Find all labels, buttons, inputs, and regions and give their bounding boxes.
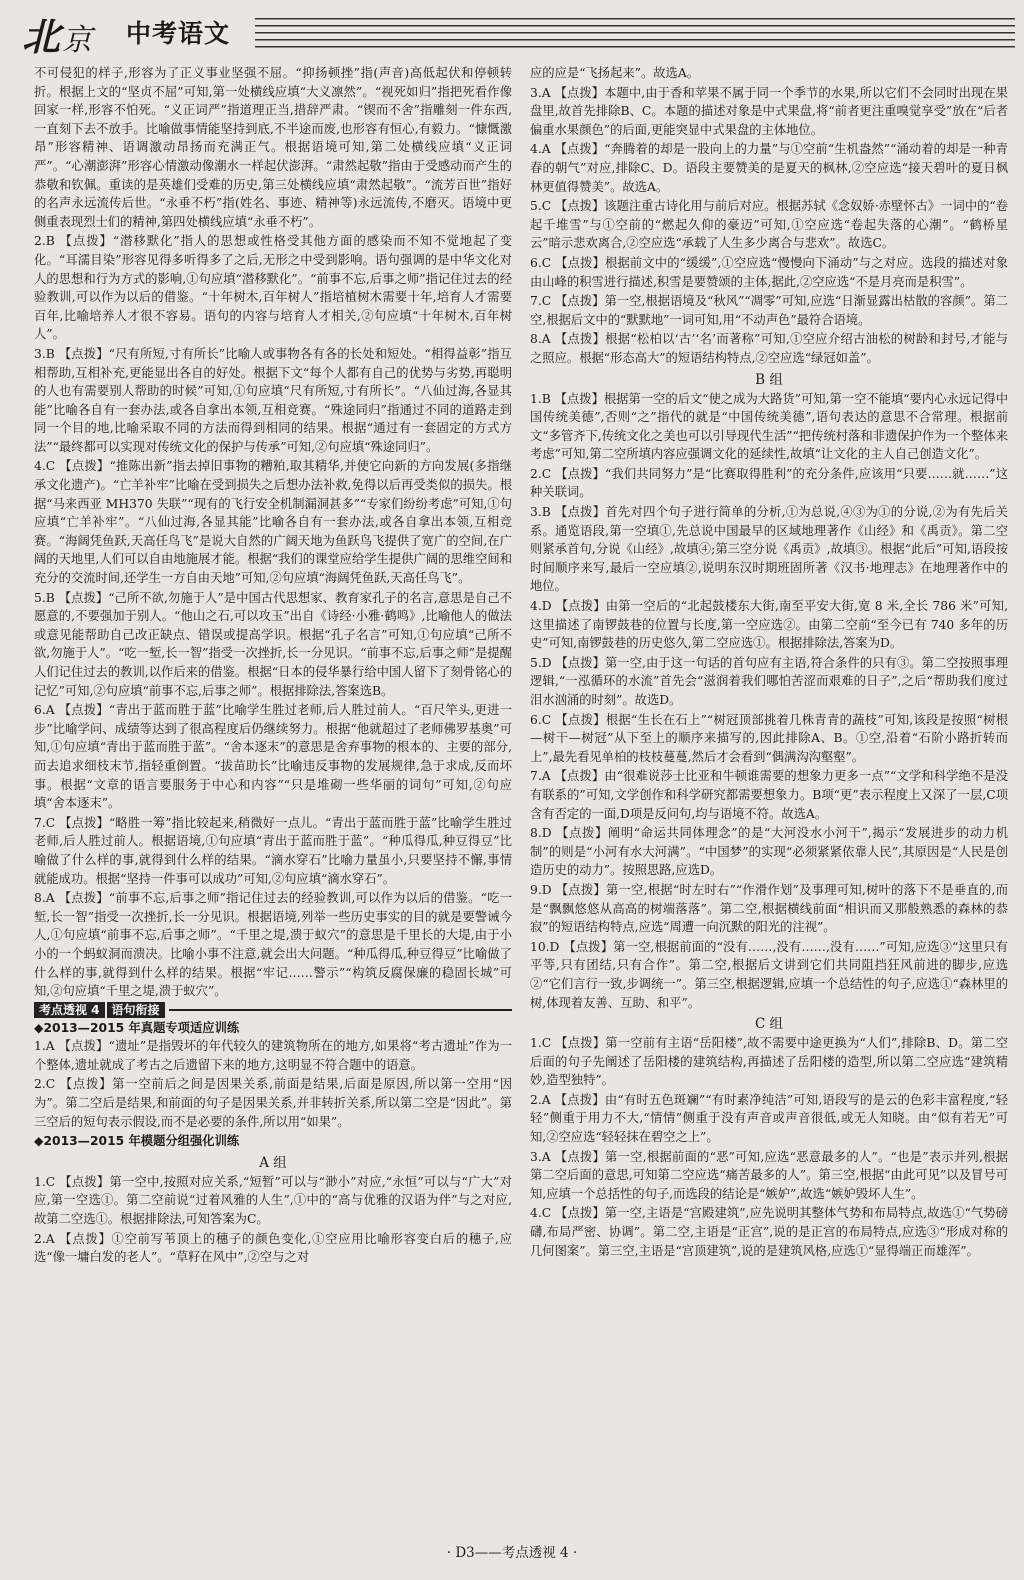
answer-item: 应的应是“飞扬起来”。故选A。 bbox=[530, 66, 700, 80]
subsection-heading: ◆2013—2015 年真题专项适应训练 bbox=[34, 1020, 240, 1035]
answer-item: 4.C 【点拨】第一空,主语是“宫殿建筑”,应先说明其整体气势和布局特点,故选①“气势磅礴,布局严密、协调”。第二空,主语是“正宫”,说的是正宫的布局特点,应选③“形成对称的几何图案”。第三空,主语是“宫顶建筑”,说的是建筑风格,应选①“显得端正而雄浑”。 bbox=[530, 1206, 1008, 1258]
answer-item: 2.C 【点拨】第一空前后之间是因果关系,前面是结果,后面是原因,所以第一空用“因为”。第二空后是结果,和前面的句子是因果关系,并非转折关系,所以第二空是“因此”。第三空后的短句表示假设,而不是必要的条件,所以用“如果”。 bbox=[34, 1077, 512, 1129]
answer-item: 2.C 【点拨】“我们共同努力”是“比赛取得胜利”的充分条件,应该用“只要……就……”这种关联词。 bbox=[530, 466, 1008, 500]
answer-item: 5.B 【点拨】“己所不欲,勿施于人”是中国古代思想家、教育家孔子的名言,意思是自己不愿意的,不要强加于别人。“他山之石,可以攻玉”出自《诗经·小雅·鹤鸣》,比喻他人的做法或意见能帮助自己改正缺点、错误或提高学识。根据“孔子名言”可知,①句应填“己所不欲,勿施于人”。“吃一堑,长一智”指受一次挫折,长一分见识。“前事不忘,后事之师”是提醒人们记住过去的教训,以作后来的借鉴。根据“日本的侵华暴行给中国人留下了刻骨铭心的记忆”可知,②句应填“前事不忘,后事之师”。根据排除法,答案选B。 bbox=[34, 590, 512, 698]
section-heading bbox=[34, 1002, 512, 1018]
left-column bbox=[34, 64, 512, 1494]
answer-item: 5.C 【点拨】该题注重古诗化用与前后对应。根据苏轼《念奴娇·赤壁怀古》一词中的“卷起千堆雪”与①空前的“燃起久仰的豪迈”可知,①空应选“卷起失落的心潮”。“鹤桥星云”暗示悲欢离合,②空应选“承载了人生多少离合与悲欢”。故选C。 bbox=[530, 199, 1008, 251]
answer-item: 1.A 【点拨】“遗址”是指毁坏的年代较久的建筑物所在的地方,如果将“考古遗址”作为一个整体,遗址就成了考古之后遗留下来的地方,这明显不符合题中的语意。 bbox=[34, 1039, 512, 1072]
answer-item: 6.C 【点拨】根据“生长在石上”“树冠顶部挑着几株青青的蔬枝”可知,该段是按照“树根—树干—树冠”从下至上的顺序来描写的,因此排除A、B。①空,沿着“石阶小路折转而上”,最先看见单柏的枝枝蔓蔓,然后才会看到“偶满沟沟壑壑”。 bbox=[530, 712, 1008, 764]
answer-item: 5.D 【点拨】第一空,由于这一句话的首句应有主语,符合条件的只有③。第二空按照事理逻辑,“一泓循环的水流”首先会“滋润着我们哪怕苦涩而艰难的日子”,之后“帮助我们度过泪水汹涌的时刻”。故选D。 bbox=[530, 655, 1008, 707]
subsection-heading: ◆2013—2015 年模题分组强化训练 bbox=[34, 1134, 240, 1149]
answer-item: 6.C 【点拨】根据前文中的“缓缓”,①空应选“慢慢向下涌动”与之对应。选段的描述对象由山峰的积雪进行描述,积雪是要赞颂的主体,据此,②空应选“不是月亮而是积雪”。 bbox=[530, 255, 1008, 289]
group-heading: C 组 bbox=[754, 1016, 784, 1033]
header bbox=[0, 0, 1024, 60]
header-title: 中考语文 bbox=[126, 19, 231, 48]
answer-item: 2.A 【点拨】①空前写苇顶上的穗子的颜色变化,①空应用比喻形容变白后的穗子,应选“像一墉白发的老人”。“草籽在风中”,②空与之对 bbox=[34, 1231, 512, 1265]
section-label: 考点透视 4 bbox=[34, 1002, 105, 1018]
answer-item: 4.C 【点拨】“推陈出新”指去掉旧事物的糟粕,取其精华,并使它向新的方向发展(多指继承文化遗产)。“亡羊补牢”比喻在受到损失之后想办法补救,免得以后再受类似的损失。根据“马来西亚 MH370 失联”“现有的飞行安全机制漏洞甚多”“专家们纷纷考虑”可知,①句应填“亡羊补牢”。“八仙过海,各显其能”比喻各自有一套办法,或各自拿出本领,互相竞赛。“海阔凭鱼跃,天高任鸟飞”是说大自然的广阔天地为鱼跃鸟飞提供了宽广的空间,在广阔的天地里,人们可以自由地施展才能。根据“我们的课堂应给学生提供广阔的思维空间和充分的交流时间,还学生一方自由天地”可知,②句应填“海阔凭鱼跃,天高任鸟飞”。 bbox=[34, 459, 512, 586]
answer-item: 4.D 【点拨】由第一空后的“北起鼓楼东大街,南至平安大街,宽 8 米,全长 786 米”可知,这里描述了南锣鼓巷的位置与长度,第一空应选②。由第二空前“至今已有 740 多年的历史”可知,南锣鼓巷的历史悠久,第二空应选①。根据排除法,答案为D。 bbox=[530, 599, 1008, 651]
page-footer: · D3——考点透视 4 · bbox=[446, 1545, 578, 1561]
group-heading: B 组 bbox=[755, 371, 783, 388]
header-logo: 北京 bbox=[22, 14, 95, 59]
section-rule bbox=[169, 1009, 512, 1011]
answer-item: 7.C 【点拨】第一空,根据语境及“秋风”“凋零”可知,应选“日渐显露出枯散的容颜”。第二空,根据后文中的“默默地”一词可知,用“不动声色”最符合语境。 bbox=[530, 294, 1008, 327]
header-rules bbox=[255, 18, 1015, 48]
answer-item: 1.B 【点拨】根据第一空的后文“使之成为大路货”可知,第一空不能填“要内心永远记得中国传统美德”,否则“之”指代的就是“中国传统美德”,语句表达的意思不合常理。根据前文“多管齐下,传统文化之美也可以引导现代生活”“把传统村落和非遗保护作为一个整体来考虑”可知,第二空所填内容应强调文化的延续性,故填“让文化的主人自己创造文化”。 bbox=[530, 391, 1008, 462]
right-column bbox=[530, 64, 1008, 1504]
section-title: 语句衔接 bbox=[107, 1002, 165, 1018]
answer-item: 8.A 【点拨】根据“松柏以‘古’‘名’而著称”可知,①空应介绍古油松的树龄和封号,才能与之照应。根据“形态高大”的短语结构特点,②空应选“绿冠如盖”。 bbox=[530, 332, 1008, 365]
answer-item: 6.A 【点拨】“青出于蓝而胜于蓝”比喻学生胜过老师,后人胜过前人。“百尺竿头,更进一步”比喻学问、成绩等达到了很高程度后仍继续努力。根据“他就超过了老师佛罗基奥”可知,①句应填“青出于蓝而胜于蓝”。“舍本逐末”的意思是舍弃事物的根本的、主要的部分,而去追求细枝末节,指轻重倒置。“拔苗助长”比喻违反事物的发展规律,急于求成,反而坏事。根据“文章的语言要服务于中心和内容”“只是堆砌一些华丽的词句”可知,②句应填“舍本逐末”。 bbox=[34, 703, 512, 811]
answer-item: 1.C 【点拨】第一空中,按照对应关系,“短暂”可以与“渺小”对应,“永恒”可以与“广大”对应,第一空选①。第二空前说“过着风雅的人生”,①中的“高与优雅的汉语为伴”与之对应,故第二空选①。根据排除法,可知答案为C。 bbox=[34, 1174, 512, 1227]
answer-item: 8.D 【点拨】阐明“命运共同体理念”的是“大河没水小河干”,揭示“发展进步的动力机制”的则是“小河有水大河满”。“中国梦”的实现“必须紧紧依靠人民”,其原因是“人民是创造历史的动力”。按照思路,应选D。 bbox=[530, 826, 1008, 878]
answer-item: 9.D 【点拨】第一空,根据“时左时右”“作滑作划”及事理可知,树叶的落下不是垂直的,而是“飘飘悠悠从高高的树端落落”。第二空,根据横线前面“相识而又那般熟悉的森林的恭寂”的短语结构特点,应选“周遭一向沉默的阳光的注视”。 bbox=[530, 882, 1008, 935]
answer-item: 2.A 【点拨】由“有时五色斑斓”“有时素净纯洁”可知,语段写的是云的色彩丰富程度,“轻轻”侧重于用力不大,“情情”侧重于没有声音或声音很低,或无人知晓。由“似有若无”可知,②空应选“轻轻抹在碧空之上”。 bbox=[530, 1092, 1008, 1145]
answer-item: 7.C 【点拨】“略胜一筹”指比较起来,稍微好一点儿。“青出于蓝而胜于蓝”比喻学生胜过老师,后人胜过前人。根据语境,①句应填“青出于蓝而胜于蓝”。“种瓜得瓜,种豆得豆”比喻做了什么样的事,就得到什么样的结果。“滴水穿石”比喻力量虽小,只要坚持不懈,事情就能成功。根据“坚持一件事可以成功”可知,②句应填“滴水穿石”。 bbox=[34, 815, 512, 886]
answer-item: 7.A 【点拨】由“很难说莎士比亚和牛顿谁需要的想象力更多一点”“文学和科学绝不是没有联系的”可知,文学创作和科学研究都需要想象力。B项“更”表示程度上又深了一层,C项含有否定的一面,D项是反问句,均与语境不符。故选A。 bbox=[530, 769, 1008, 821]
answer-item: 3.A 【点拨】本题中,由于香和苹果不属于同一个季节的水果,所以它们不会同时出现在果盘里,故首先排除B、C。本题的描述对象是中式果盘,将“前者更注重嗅觉享受”放在“后者偏重水果颜色”的后面,更能突显中式果盘的主体地位。 bbox=[530, 85, 1008, 137]
answer-item: 4.A 【点拨】“奔腾着的却是一股向上的力量”与①空前“生机盎然”“涌动着的却是一种青春的朝气”对应,排除C、D。语段主要赞美的是夏天的枫林,②空应选“接天碧叶的夏日枫林更值得赞美”。故选A。 bbox=[530, 142, 1008, 194]
answer-item: 2.B 【点拨】“潜移默化”指人的思想或性格受其他方面的感染而不知不觉地起了变化。“耳濡目染”形容见得多听得多了之后,无形之中受到影响。语句强调的是中华文化对人的思想和行为方式的影响,①句应填“潜移默化”。“前事不忘,后事之师”指记住过去的经验教训,可以作为以后的借鉴。“十年树木,百年树人”指培植树木需要十年,培育人才需要百年,比喻培养人才很不容易。语句的内容与培育人才相关,②句应填“十年树木,百年树人”。 bbox=[34, 234, 512, 342]
answer-item: 10.D 【点拨】第一空,根据前面的“没有……,没有……,没有……”可知,应选③“这里只有平等,只有团结,只有合作”。第二空,根据后文讲到它们共同阻挡狂风前进的脚步,应选②“它们言行一致,步调统一”。第三空,根据逻辑,应填一个总结性的句子,应选①“森林里的树,体现着友善、互助、和平”。 bbox=[530, 939, 1008, 1010]
answer-item: 3.B 【点拨】首先对四个句子进行简单的分析,①为总说,④③为①的分说,②为有先后关系。通览语段,第一空填①,先总说中国最早的区域地理著作《山经》和《禹贡》。第二空则紧承首句,分说《山经》,故填④;第三空分说《禹贡》,故填③。根据“此后”可知,语段按时间顺序来写,最后一空应填②,说明东汉时期班固所著《汉书·地理志》在地理著作中的地位。 bbox=[530, 505, 1008, 594]
answer-item: 8.A 【点拨】“前事不忘,后事之师”指记住过去的经验教训,可以作为以后的借鉴。“吃一堑,长一智”指受一次挫折,长一分见识。根据语境,列举一些历史事实的目的就是要警诫今人,①句应填“前事不忘,后事之师”。“千里之堤,溃于蚁穴”的意思是千里长的大堤,由于小小的一个蚂蚁洞而溃决。比喻小事不注意,就会出大问题。“种瓜得瓜,种豆得豆”比喻做了什么样的事,就得到什么样的结果。根据“牢记……警示”“构筑反腐保廉的稳固长城”可知,②句应填“千里之堤,溃于蚁穴”。 bbox=[34, 891, 512, 999]
answer-item: 3.B 【点拨】“尺有所短,寸有所长”比喻人或事物各有各的长处和短处。“相得益彰”指互相帮助,互相补充,更能显出各自的好处。根据下文“每个人都有自己的优势与劣势,再聪明的人也有需要别人帮助的时候”可知,①句应填“尺有所短,寸有所长”。“八仙过海,各显其能”比喻各自有一套办法,或各自拿出本领,互相竞赛。“殊途同归”指通过不同的道路走到同一个目的地,比喻采取不同的方法而得到相同的结果。根据“通过有一套固定的方式方法”“最终都可以实现对传统文化的保护与传承”可知,②句应填“殊途同归”。 bbox=[34, 346, 512, 454]
answer-item: 1.C 【点拨】第一空前有主语“岳阳楼”,故不需要中途更换为“人们”,排除B、D。第二空后面的句子先阐述了岳阳楼的建筑结构,再描述了岳阳楼的造型,所以第二空应选“建筑精妙,造型独特”。 bbox=[530, 1036, 1008, 1088]
answer-item: 3.A 【点拨】第一空,根据前面的“恶”可知,应选“恶意最多的人”。“也是”表示并列,根据第二空后面的意思,可知第二空应选“痛苦最多的人”。第三空,根据“由此可见”以及冒号可知,应填一个总括性的句子,而选段的结论是“嫉妒”,故选“嫉妒毁坏人生”。 bbox=[530, 1149, 1008, 1201]
group-heading: A 组 bbox=[259, 1154, 287, 1171]
answer-item: 不可侵犯的样子,形容为了正义事业坚强不屈。“抑扬顿挫”指(声音)高低起伏和停顿转折。根据上文的“坚贞不屈”可知,第一处横线应填“大义凛然”。“视死如归”指把死看作像回家一样,形容不怕死。“义正词严”指道理正当,措辞严肃。“锲而不舍”指雕刻一件东西,一直刻下去不放手。比喻做事情能坚持到底,不半途而废,也形容有恒心,有毅力。“慷慨激昂”形容精神、语调激动昂扬而充满正气。根据语境可知,第二处横线应填“义正词严”。“心潮澎湃”形容心情激动像潮水一样起伏澎湃。“肃然起敬”指由于受感动而产生的恭敬和钦佩。重读的是英雄们受难的历史,第三处横线应填“肃然起敬”。“流芳百世”指好的名声永远流传后世。“永垂不朽”指(姓名、事迹、精神等)永远流传,不磨灭。语境中更侧重表现烈士们的精神,第四处横线应填“永垂不朽”。 bbox=[34, 66, 512, 229]
